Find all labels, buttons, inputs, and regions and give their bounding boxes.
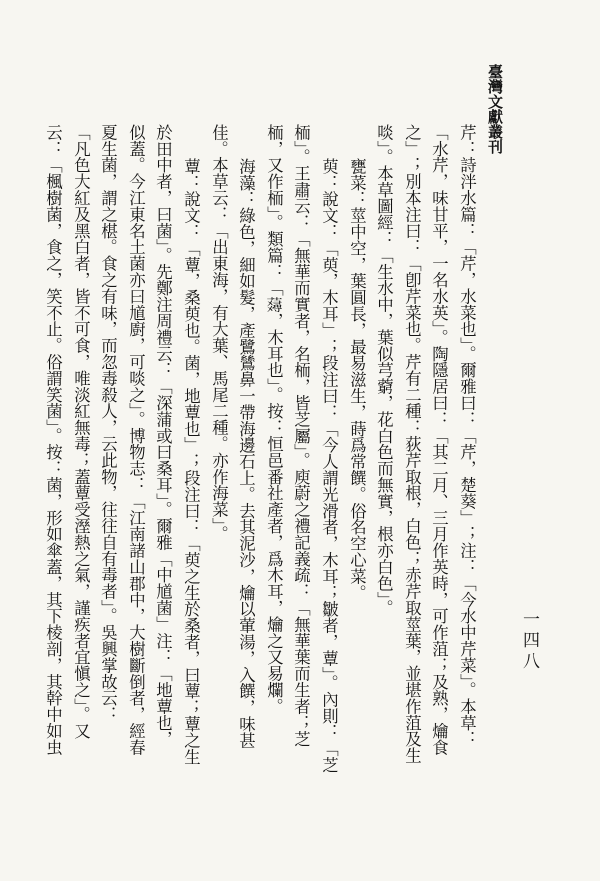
running-header: 臺灣文獻叢刊: [486, 64, 504, 154]
text-column: 佳。本草云：「出東海，有大葉、馬尾二種。亦作海菜」。: [209, 124, 229, 543]
text-column: 啖」。本草圖經：「生水中，葉似芎藭，花白色而無實，根亦白色」。: [374, 124, 394, 616]
text-column: 芹：詩泮水篇：「芹，水菜也」。爾雅曰：「芹，楚葵」；注：「今水中芹菜」。本草：: [457, 124, 477, 748]
text-column: 夏生菌，謂之椹。食之有味，而忽毒殺人，云此物，往往自有毒者」。吳興掌故云：: [98, 124, 118, 723]
text-column: 栭」。王肅云：「無華而實者，名栭，皆芝屬」。庾蔚之禮記義疏：「無華葉而生者；芝: [291, 124, 311, 748]
text-column: 海藻：綠色，細如髮，產鷺鷥鼻一帶海邊石上。去其泥沙，爚以葷湯，入饌，味甚: [236, 158, 256, 749]
text-column: 甕菜：莖中空，葉圓長，最易滋生，蒔爲常饌。俗名空心菜。: [347, 158, 367, 601]
text-column: 「凡色大紅及黑白者，皆不可食，唯淡紅無毒；蓋蕈受溼熱之氣，謹疾者宜愼之」。又: [71, 124, 91, 739]
text-column: 栭，又作栭」。類篇：「𧂇，木耳也」。按：恒邑番社產者，爲木耳，爚之又易爛。: [264, 124, 284, 715]
text-column: 云：「楓樹菌，食之，笑不止。俗謂笑菌」。按：菌，形如傘蓋，其下棱剖，其幹中如虫: [43, 124, 63, 756]
text-column: 萸：說文：「萸，木耳」；段注曰：「今人謂光滑者，木耳；皺者，蕈」。內則：「芝: [319, 158, 339, 773]
page-number: 一四八: [519, 610, 539, 673]
text-column: 蕈：說文：「蕈，桑萸也。菌，地蕈也」；段注曰：「萸之生於桑者，曰蕈；蕈之生: [181, 158, 201, 765]
text-column: 之」；別本注曰：「卽芹菜也。芹有二種：荻芹取根，白色；赤芹取莖葉，並堪作菹及生: [402, 124, 422, 764]
text-column: 「水芹，味甘平，一名水英」。陶隱居曰：「其二月、三月作英時，可作菹；及熟，爚食: [429, 124, 449, 756]
text-column: 於田中者，曰菌」。先鄭注周禮云：「深蒲或曰桑耳」。爾雅「中馗菌」注：「地蕈也，: [153, 124, 173, 748]
text-column: 似蓋。今江東名土菌亦曰馗廚，可啖之」。博物志：「江南諸山郡中，大樹斷倒者，經春: [126, 124, 146, 756]
